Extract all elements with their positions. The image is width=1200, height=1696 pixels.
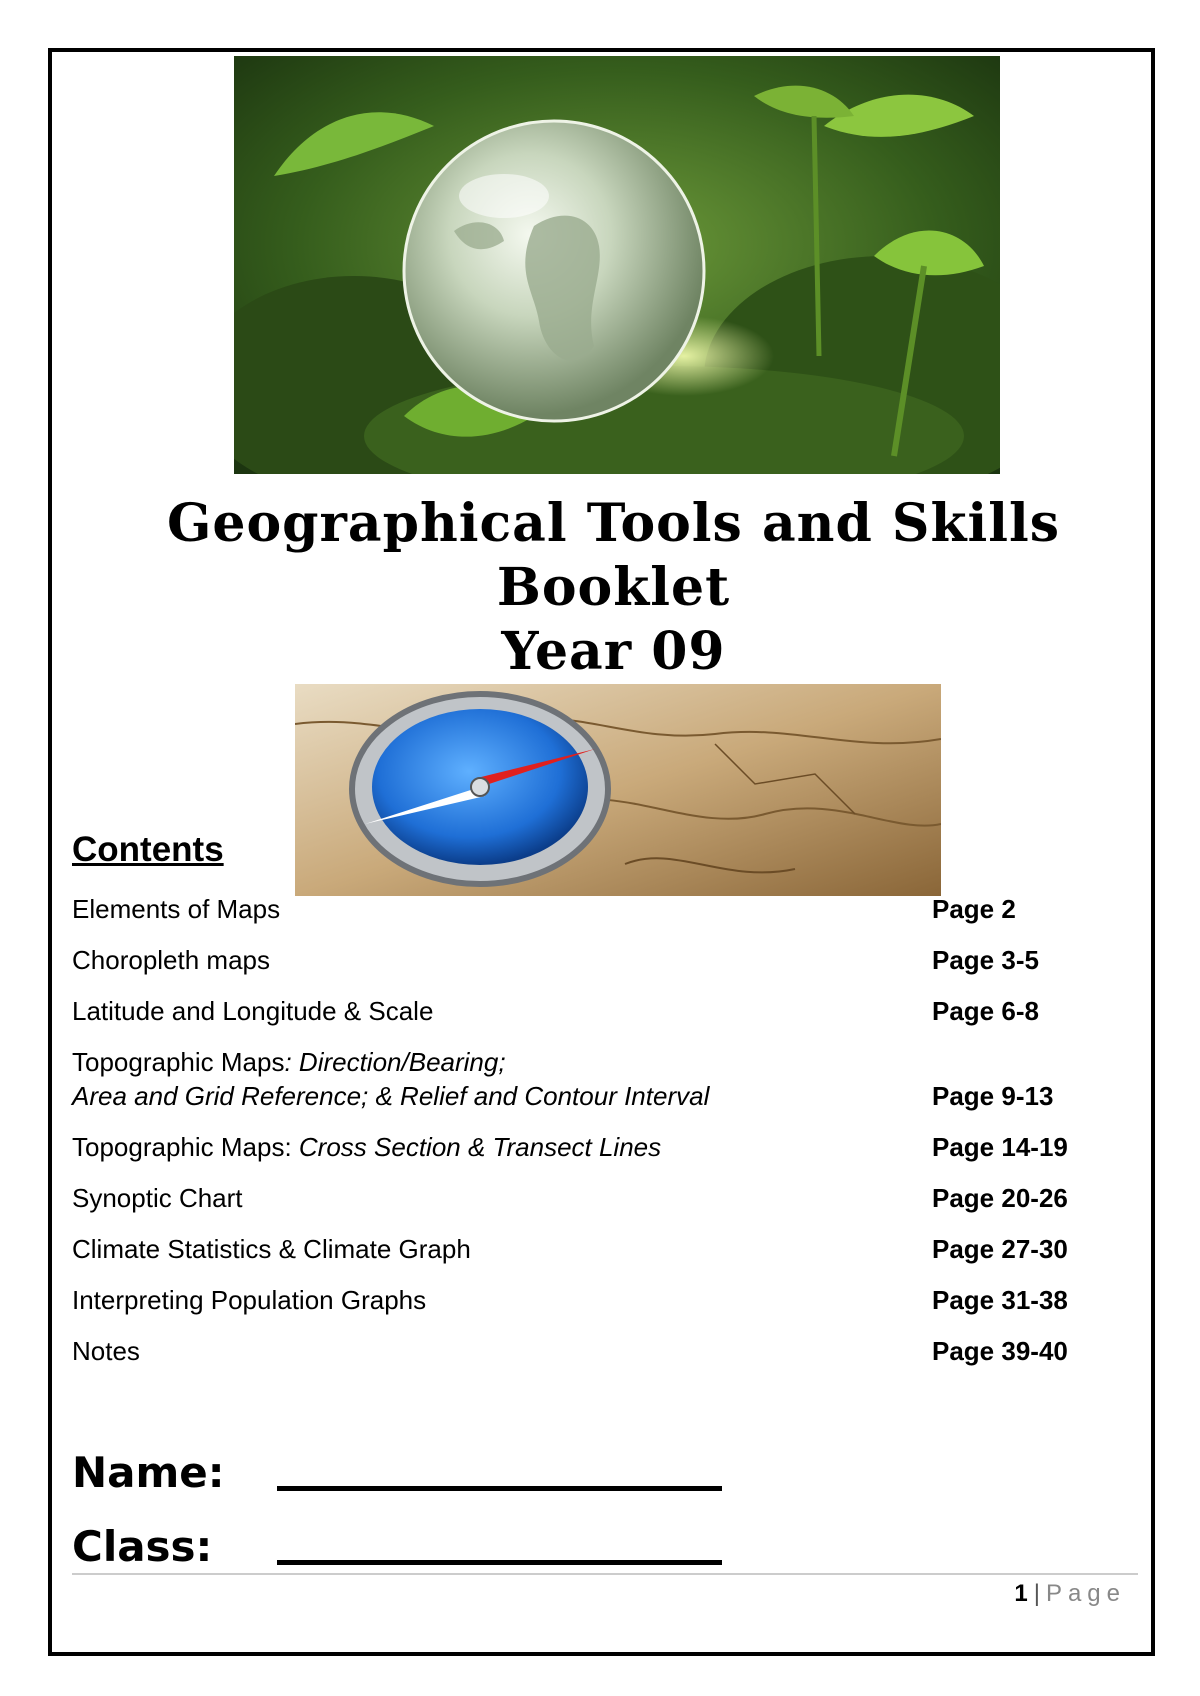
toc-label-italic: : Direction/Bearing; (284, 1047, 506, 1077)
class-field[interactable] (72, 1522, 212, 1571)
toc-item-page: Page 9-13 (932, 1081, 1054, 1111)
toc-label-italic: Cross Section & Transect Lines (298, 1132, 662, 1162)
toc-item-page: Page 27-30 (932, 1234, 1068, 1264)
page-number: 1 (1014, 1580, 1028, 1607)
toc-item-page: Page 6-8 (932, 996, 1039, 1026)
toc-item-label: Synoptic Chart (72, 1183, 243, 1213)
toc-row (72, 1283, 1132, 1317)
toc-label-plain: Topographic Maps: (72, 1132, 299, 1162)
toc-item-page: Page 2 (932, 894, 1016, 924)
globe-seedlings-photo (234, 56, 1000, 474)
toc-row (72, 1130, 1132, 1164)
toc-item-label: Latitude and Longitude & Scale (72, 996, 434, 1026)
toc-item-page: Page 3-5 (932, 945, 1039, 975)
toc-item-label: Elements of Maps (72, 894, 281, 924)
toc-row (72, 1334, 1132, 1368)
table-of-contents (72, 892, 1132, 1385)
toc-item-label (72, 1045, 912, 1113)
toc-item-label: Interpreting Population Graphs (72, 1285, 427, 1315)
booklet-subtitle: Booklet (496, 557, 731, 618)
toc-item-label: Choropleth maps (72, 945, 270, 975)
toc-item-label: Notes (72, 1336, 140, 1366)
toc-label-plain: Topographic Maps (72, 1047, 285, 1077)
name-blank-line[interactable] (277, 1486, 722, 1491)
compass-map-photo (295, 684, 941, 896)
toc-row (72, 994, 1132, 1028)
toc-row (72, 1045, 1132, 1113)
toc-item-page: Page 39-40 (932, 1336, 1068, 1366)
year-level: Year 09 (501, 621, 726, 682)
toc-item-label: Climate Statistics & Climate Graph (72, 1234, 471, 1264)
toc-item-page: Page 31-38 (932, 1285, 1068, 1315)
footer-divider (72, 1573, 1138, 1575)
toc-item-page: Page 20-26 (932, 1183, 1068, 1213)
class-label: Class: (72, 1522, 213, 1571)
footer-separator: | (1033, 1580, 1040, 1607)
toc-row (72, 1181, 1132, 1215)
toc-label-italic: Area and Grid Reference; & Relief and Contour Interval (72, 1081, 710, 1111)
page-number-footer (1014, 1580, 1126, 1608)
toc-row (72, 892, 1132, 926)
name-label: Name: (72, 1448, 225, 1497)
toc-row (72, 1232, 1132, 1266)
toc-row (72, 943, 1132, 977)
toc-item-page: Page 14-19 (932, 1132, 1068, 1162)
toc-item-label (72, 1130, 912, 1164)
page-word: Page (1045, 1580, 1126, 1607)
booklet-title: Geographical Tools and Skills (166, 493, 1061, 554)
class-blank-line[interactable] (277, 1560, 722, 1565)
name-field[interactable] (72, 1448, 225, 1497)
contents-heading: Contents (72, 830, 224, 869)
